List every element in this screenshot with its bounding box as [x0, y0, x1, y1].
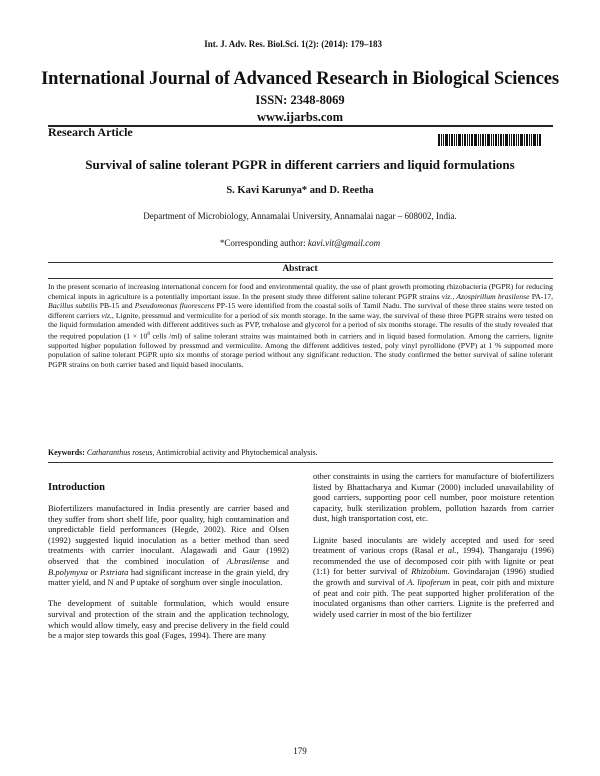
left-column: [48, 503, 289, 651]
keywords: Keywords: Catharanthus roseus, Antimicrobial activity and Phytochemical analysis.: [48, 448, 318, 457]
journal-website[interactable]: www.ijarbs.com: [256, 110, 344, 124]
page-number: 179: [293, 746, 307, 756]
paragraph: Biofertilizers manufactured in India presently are carrier based and they suffer from short shelf life, poor quality, high contamination and unpredictable field performances (Hegde, 2002). Rice and Olsen (1992) suggested liquid inoculation as a better method than seed treatments with carrier inoculant. Alagawadi and Gaur (1992) observed that the combined inoculation of A.brasilense and B.polymyxa or P.striata had significant increase in the grain yield, dry matter yield, and N and P uptake of sorghum over single inoculation.: [48, 503, 290, 588]
abstract-body: In the present scenario of increasing international concern for food and environmental quality, the use of plant growth promoting rhizobacteria (PGPR) for reducing chemical inputs in agriculture is a potentially important issue. In the present study three different saline tolerant PGPR strains viz., Azospirillum brasilense PA-17, Bacillus subtilis PB-15 and Pseudomonas fluorescens PP-15 were identified from the coastal soils of Tamil Nadu. The survival of these three stains were tested on different carriers viz., Lignite, pressmud and vermiculite for a period of six month storage. In the same way, the survival of these three PGPR strains were tested on the liquid formulation amended with different additives such as PVP, trehalose and glycerol for a period of six months storage. The results of the study revealed that the required population ($1 \times 10^8$ cells /ml) of saline tolerant strains was maintained both in carriers and in liquid based formulation. Among the carriers, lignite supported higher population followed by pressmud and vermiculite. Among the different additives tested, poly vinyl pyrollidone (PVP) at 1 % supported more population of saline tolerant PGPR upto six months of storage period without any significant reduction. The study confirmed the better survival of saline tolerant PGPR strains on both carrier based and liquid based inoculants.: [48, 282, 554, 369]
corresponding-email[interactable]: kavi.vit@gmail.com: [307, 238, 381, 248]
introduction-heading: Introduction: [48, 482, 105, 493]
journal-issn: ISSN: 2348-8069: [255, 93, 345, 107]
keywords-rule: [48, 462, 553, 463]
abstract-heading-rule: [48, 278, 553, 279]
corresponding-author: [0, 238, 600, 248]
paragraph: other constraints in using the carriers for manufacture of biofertilizers listed by Bhattacharya and Kumar (2000) included unavailability of good carriers, supporting poor cell number, poor moisture retention capacity, bulk sterilization problem, pollution hazards from carrier dust, high transportation cost, etc.: [313, 471, 554, 524]
corresponding-label: *Corresponding author:: [219, 238, 308, 248]
right-column: [313, 471, 554, 630]
journal-title: International Journal of Advanced Research in Biological Sciences: [41, 69, 559, 89]
paragraph: The development of suitable formulation, which would ensure survival and protection of the strain and the application technology, which would allow timely, easy and precise delivery in the field could be a major step towards this goal (Fages, 1994). There are many: [48, 598, 289, 641]
barcode-icon: [438, 134, 552, 146]
paragraph: Lignite based inoculants are widely accepted and used for seed treatment of various crops (Rasal et al., 1994). Thangaraju (1996) recommended the use of decomposed coir pith with lignite or peat (1:1) for better survival of Rhizobium. Govindarajan (1996) studied the growth and survival of A. lipoferum in peat, coir pith and mixture of peat and coir pith. The peat supported higher proliferation of the inoculated organisms than other carriers. Lignite is the preferred and widely used carrier in most of the bio fertilizer: [313, 534, 555, 619]
paper-title: Survival of saline tolerant PGPR in different carriers and liquid formulations: [85, 157, 515, 172]
article-type: Research Article: [48, 125, 133, 139]
paper-affiliation: Department of Microbiology, Annamalai University, Annamalai nagar – 608002, India.: [143, 211, 457, 221]
running-header: Int. J. Adv. Res. Biol.Sci. 1(2): (2014): 179–183: [204, 39, 382, 49]
abstract-top-rule: [48, 262, 553, 263]
paper-authors: S. Kavi Karunya* and D. Reetha: [226, 185, 374, 196]
abstract-heading: Abstract: [282, 264, 318, 274]
